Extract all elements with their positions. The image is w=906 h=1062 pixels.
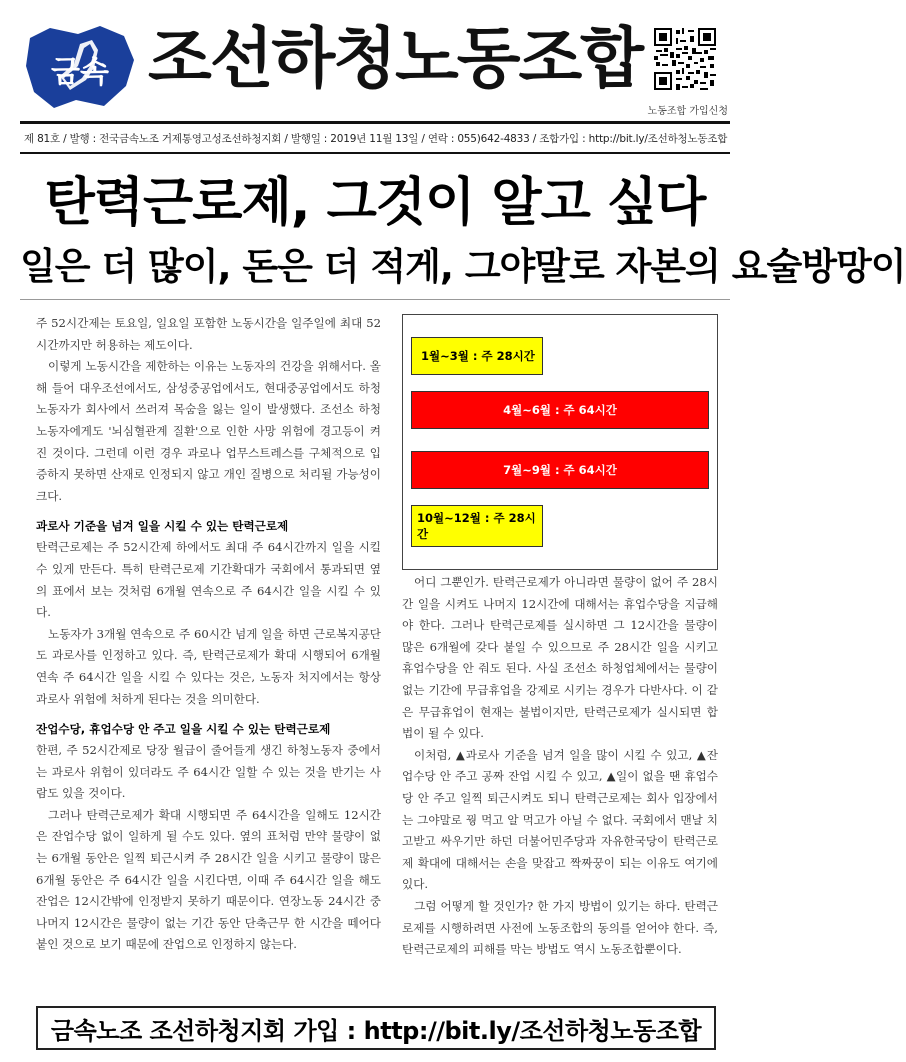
schedule-q2: 4월~6월 : 주 64시간: [411, 391, 709, 429]
logo-text: 금속: [51, 55, 109, 90]
paragraph: 한편, 주 52시간제로 당장 월급이 줄어들게 생긴 하청노동자 중에서는 과로사 위험이 있더라도 주 64시간 일할 수 있는 것을 반기는 사람도 있을 것이다.: [36, 743, 381, 801]
paragraph: 그럼 어떻게 할 것인가? 한 가지 방법이 있기는 하다. 탄력근로제를 시행하려면 사전에 노동조합의 동의를 얻어야 한다. 즉, 탄력근로제의 피해를 막는 방법도 역시 노동조합뿐이다.: [402, 898, 718, 957]
headline: 탄력근로제, 그것이 알고 싶다: [44, 173, 706, 233]
schedule-q1: 1월~3월 : 주 28시간: [411, 337, 543, 375]
schedule-q3: 7월~9월 : 주 64시간: [411, 451, 709, 489]
paragraph: 탄력근로제는 주 52시간제 하에서도 최대 주 64시간까지 일을 시킬 수 있게 만든다. 특히 탄력근로제 기간확대가 국회에서 통과되면 옆의 표에서 보는 것처럼 6개월 연속으로 주 64시간 일을 시킬 수 있다.: [36, 540, 381, 620]
paragraph: 이렇게 노동시간을 제한하는 이유는 노동자의 건강을 위해서다. 올해 들어 대우조선에서도, 삼성중공업에서도, 현대중공업에서도 하청노동자가 회사에서 쓰러져 목숨을 잃는 일이 발생했다. 조선소 하청노동자에게도 '뇌심혈관계 질환'으로 인한 사망 위험에 경고등이 켜진 것이다. 그런데 이런 경우 과로나 업무스트레스를 구체적으로 입증하지 못하면 산재로 인정되지 않고 개인 질병으로 처리될 가능성이 크다.: [36, 359, 381, 503]
subheadline: 일은 더 많이, 돈은 더 적게, 그야말로 자본의 요술방망이: [20, 245, 906, 288]
schedule-box: [402, 314, 718, 570]
left-column: [36, 313, 381, 956]
schedule-q4: 10월~12월 : 주 28시간: [411, 505, 543, 547]
info-rule: [20, 152, 730, 154]
paragraph: 이처럼, ▲과로사 기준을 넘겨 일을 많이 시킬 수 있고, ▲잔업수당 안 주고 공짜 잔업 시킬 수 있고, ▲일이 없을 땐 휴업수당 안 주고 일찍 퇴근시켜도 되니 탄력근로제는 회사 입장에서는 그야말로 꿩 먹고 알 먹고가 아닐 수 없다. 국회에서 맨날 치고받고 싸우기만 하던 더불어민주당과 자유한국당이 탄력근로제 확대에 대해서는 손을 맞잡고 짝짜꿍이 되는 이유도 여기에 있다.: [402, 747, 718, 892]
qr-code-icon[interactable]: [652, 26, 718, 92]
paragraph: 주 52시간제는 토요일, 일요일 포함한 노동시간을 일주일에 최대 52시간까지만 허용하는 제도이다.: [36, 316, 381, 352]
paragraph: 그러나 탄력근로제가 확대 시행되면 주 64시간을 일해도 12시간은 잔업수당 없이 일하게 될 수도 있다. 옆의 표처럼 만약 물량이 없는 6개월 동안은 일찍 퇴근시켜 주 28시간 일을 시키고 물량이 많은 6개월 동안은 주 64시간 일을 시킨다면, 이때 주 64시간 일을 해도 잔업은 12시간밖에 인정받지 못하기 때문이다. 연장노동 24시간 중 나머지 12시간은 물량이 없는 기간 동안 단축근무 한 시간을 떼어다 붙인 것으로 보기 때문에 잔업으로 인정하지 않는다.: [36, 807, 381, 952]
footer-join-banner[interactable]: 금속노조 조선하청지회 가입 : http://bit.ly/조선하청노동조합: [36, 1006, 716, 1050]
masthead: [20, 14, 730, 117]
paragraph: 노동자가 3개월 연속으로 주 60시간 넘게 일을 하면 근로복지공단도 과로사를 인정하고 있다. 즉, 탄력근로제가 확대 시행되어 6개월 연속 주 64시간 일을 시킬 수 있다는 것은, 노동자 처지에서는 항상 과로사 위험에 처하게 된다는 것을 의미한다.: [36, 626, 381, 706]
issue-info-line: 제 81호 / 발행 : 전국금속노조 거제통영고성조선하청지회 / 발행일 : 2019년 11월 13일 / 연락 : 055)642-4833 / 조합가입 : http://bit.ly/조선하청노동조합: [24, 133, 728, 145]
headline-rule: [20, 299, 730, 300]
qr-caption: 노동조합 가입신청: [647, 106, 728, 117]
union-name: 조선하청노동조합: [148, 20, 643, 97]
section-heading: 과로사 기준을 넘겨 일을 시킬 수 있는 탄력근로제: [36, 519, 289, 534]
paragraph: 어디 그뿐인가. 탄력근로제가 아니라면 물량이 없어 주 28시간 일을 시켜도 나머지 12시간에 대해서는 휴업수당을 지급해야 한다. 그러나 탄력근로제를 실시하면 그 12시간을 물량이 많은 6개월에 갖다 붙일 수 있으므로 주 28시간 일을 시키고 휴업수당을 안 줘도 된다. 사실 조선소 하청업체에서는 물량이 없는 기간에 무급휴업을 강제로 시키는 경우가 다반사다. 이 같은 무급휴업이 현재는 불법이지만, 탄력근로제가 실시되면 합법이 될 수 있다.: [402, 575, 718, 741]
right-column: [402, 572, 718, 961]
section-heading: 잔업수당, 휴업수당 안 주고 일을 시킬 수 있는 탄력근로제: [36, 722, 331, 737]
top-rule: [20, 121, 730, 124]
union-logo: [20, 20, 140, 112]
